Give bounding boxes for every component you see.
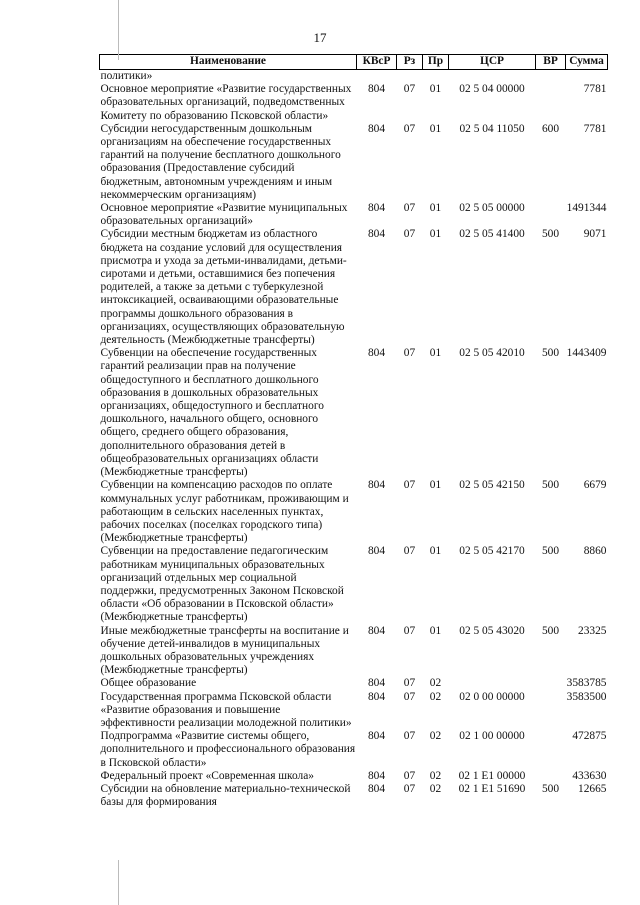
table-row <box>100 202 608 228</box>
row-name: Субсидии негосударственным дошкольным организациям на обеспечение государственных гарантий на получение бесплатного дошкольного образования (Предоставление субсидий бюджетным, автономным учреждениям и иным некоммерческим организациям) <box>100 122 341 201</box>
header-rz: Рз <box>397 55 423 70</box>
row-kvsr: 804 <box>367 202 386 215</box>
row-vr: 500 <box>541 347 560 360</box>
row-rz: 07 <box>403 202 416 215</box>
row-pr: 02 <box>429 690 442 703</box>
row-vr <box>536 691 566 731</box>
row-vr: 500 <box>541 782 560 795</box>
page-number: 17 <box>313 30 327 45</box>
row-kvsr: 804 <box>367 83 386 96</box>
table-row <box>100 228 608 347</box>
row-sum: 7781 <box>583 83 607 96</box>
table-row <box>100 730 608 770</box>
table-row <box>100 625 608 678</box>
row-rz: 07 <box>403 730 416 743</box>
table-row <box>100 83 608 123</box>
row-vr <box>536 83 566 123</box>
row-pr <box>423 70 449 84</box>
scan-edge-mark <box>118 860 119 905</box>
row-pr: 01 <box>429 228 442 241</box>
row-sum: 23325 <box>578 624 607 637</box>
row-pr: 01 <box>429 122 442 135</box>
row-vr <box>536 70 566 84</box>
header-vr: ВР <box>536 55 566 70</box>
table-header <box>100 55 608 70</box>
budget-table <box>99 54 608 809</box>
row-name: Основное мероприятие «Развитие муниципальных образовательных организаций» <box>100 202 348 228</box>
table-row <box>100 783 608 809</box>
row-sum: 1443409 <box>566 347 607 360</box>
row-sum: 3583785 <box>566 677 607 690</box>
table-row <box>100 347 608 479</box>
row-kvsr: 804 <box>367 730 386 743</box>
row-pr: 02 <box>429 769 442 782</box>
row-name: Субвенции на компенсацию расходов по оплате коммунальных услуг работникам, проживающим и работающим в сельских населенных пунктах, рабочих поселках (поселках городского типа) (Межбюджетные трансферты) <box>100 479 349 545</box>
row-rz: 07 <box>403 228 416 241</box>
row-pr: 01 <box>429 83 442 96</box>
header-kvsr: КВсР <box>357 55 397 70</box>
table-row <box>100 770 608 783</box>
row-pr: 01 <box>429 202 442 215</box>
table-row <box>100 70 608 84</box>
header-csr: ЦСР <box>449 55 536 70</box>
row-rz <box>397 70 423 84</box>
row-rz: 07 <box>403 83 416 96</box>
row-pr: 01 <box>429 347 442 360</box>
row-name: Иные межбюджетные трансферты на воспитание и обучение детей-инвалидов в муниципальных дошкольных образовательных учреждениях (Межбюджетные трансферты) <box>100 624 349 677</box>
row-kvsr: 804 <box>367 782 386 795</box>
row-vr <box>536 770 566 783</box>
row-csr <box>449 677 536 690</box>
row-rz: 07 <box>403 479 416 492</box>
row-csr: 02 0 00 00000 <box>459 690 525 703</box>
row-sum: 3583500 <box>566 690 607 703</box>
row-kvsr: 804 <box>367 769 386 782</box>
row-csr: 02 5 05 42010 <box>459 347 525 360</box>
row-sum: 12665 <box>578 782 607 795</box>
row-name: политики» <box>100 70 153 82</box>
row-kvsr <box>357 70 397 84</box>
row-kvsr: 804 <box>367 479 386 492</box>
row-rz: 07 <box>403 677 416 690</box>
row-name: Основное мероприятие «Развитие государственных образовательных организаций, подведомственных Комитету по образованию Псковской области» <box>100 83 352 122</box>
row-sum: 6679 <box>583 479 607 492</box>
table-row <box>100 677 608 690</box>
table-body <box>100 70 608 810</box>
header-pr: Пр <box>423 55 449 70</box>
row-pr: 01 <box>429 479 442 492</box>
row-vr: 600 <box>541 122 560 135</box>
row-rz: 07 <box>403 782 416 795</box>
header-sum: Сумма <box>566 55 608 70</box>
row-pr: 01 <box>429 545 442 558</box>
row-rz: 07 <box>403 690 416 703</box>
row-csr: 02 5 04 11050 <box>459 122 525 135</box>
row-rz: 07 <box>403 347 416 360</box>
row-name: Подпрограмма «Развитие системы общего, дополнительного и профессионального образования в Псковской области» <box>100 730 356 769</box>
row-sum: 8860 <box>583 545 607 558</box>
row-kvsr: 804 <box>367 122 386 135</box>
table-row <box>100 479 608 545</box>
row-csr: 02 1 E1 00000 <box>458 769 526 782</box>
row-kvsr: 804 <box>367 228 386 241</box>
row-name: Общее образование <box>100 677 197 690</box>
row-sum: 472875 <box>572 730 607 743</box>
row-pr: 01 <box>429 624 442 637</box>
row-vr <box>536 677 566 690</box>
row-kvsr: 804 <box>367 347 386 360</box>
table-row <box>100 545 608 624</box>
row-name: Государственная программа Псковской области «Развитие образования и повышение эффективности реализации молодежной политики» <box>100 690 352 729</box>
row-pr: 02 <box>429 677 442 690</box>
scan-edge-mark <box>118 0 119 60</box>
row-csr: 02 5 05 43020 <box>459 624 525 637</box>
row-sum: 7781 <box>583 122 607 135</box>
row-kvsr: 804 <box>367 624 386 637</box>
row-csr: 02 5 05 42170 <box>459 545 525 558</box>
row-name: Субвенции на обеспечение государственных гарантий реализации прав на получение общедоступного и бесплатного дошкольного образования в дошкольных образовательных организациях, общедоступного и бесплатного дошкольного, начального общего, основного общего, среднего общего образования, дополнительного образования детей в общеобразовательных организациях области (Межбюджетные трансферты) <box>100 347 324 479</box>
row-name: Субсидии на обновление материально-технической базы для формирования <box>100 782 351 809</box>
row-rz: 07 <box>403 122 416 135</box>
row-vr: 500 <box>541 545 560 558</box>
row-csr: 02 5 04 00000 <box>459 83 525 96</box>
row-vr: 500 <box>541 624 560 637</box>
row-name: Субвенции на предоставление педагогическим работникам муниципальных образовательных организаций отдельных мер социальной поддержки, предусмотренных Законом Псковской области «Об образовании в Псковской области» (Межбюджетные трансферты) <box>100 545 344 624</box>
row-csr: 02 5 05 41400 <box>459 228 525 241</box>
row-pr: 02 <box>429 730 442 743</box>
row-vr: 500 <box>541 228 560 241</box>
row-name: Субсидии местным бюджетам из областного бюджета на создание условий для осуществления присмотра и ухода за детьми-инвалидами, детьми-сиротами и детьми, оставшимися без попечения родителей, а также за детьми с туберкулезной интоксикацией, осваивающими образовательные программы дошкольного образования в организациях, осуществляющих образовательную деятельность (Межбюджетные трансферты) <box>100 228 347 347</box>
row-sum: 433630 <box>572 769 607 782</box>
row-rz: 07 <box>403 769 416 782</box>
row-rz: 07 <box>403 624 416 637</box>
row-sum <box>566 70 608 84</box>
row-sum: 9071 <box>583 228 607 241</box>
row-csr: 02 1 E1 51690 <box>458 782 526 795</box>
row-pr: 02 <box>429 782 442 795</box>
row-rz: 07 <box>403 545 416 558</box>
row-csr: 02 5 05 42150 <box>459 479 525 492</box>
row-sum: 1491344 <box>566 202 607 215</box>
row-name: Федеральный проект «Современная школа» <box>100 769 314 782</box>
header-name: Наименование <box>100 55 357 70</box>
row-vr: 500 <box>541 479 560 492</box>
table-row <box>100 691 608 731</box>
row-csr: 02 5 05 00000 <box>459 202 525 215</box>
row-kvsr: 804 <box>367 690 386 703</box>
row-kvsr: 804 <box>367 545 386 558</box>
row-csr <box>449 70 536 84</box>
row-vr <box>536 202 566 228</box>
row-csr: 02 1 00 00000 <box>459 730 525 743</box>
row-vr <box>536 730 566 770</box>
table-row <box>100 123 608 202</box>
row-kvsr: 804 <box>367 677 386 690</box>
